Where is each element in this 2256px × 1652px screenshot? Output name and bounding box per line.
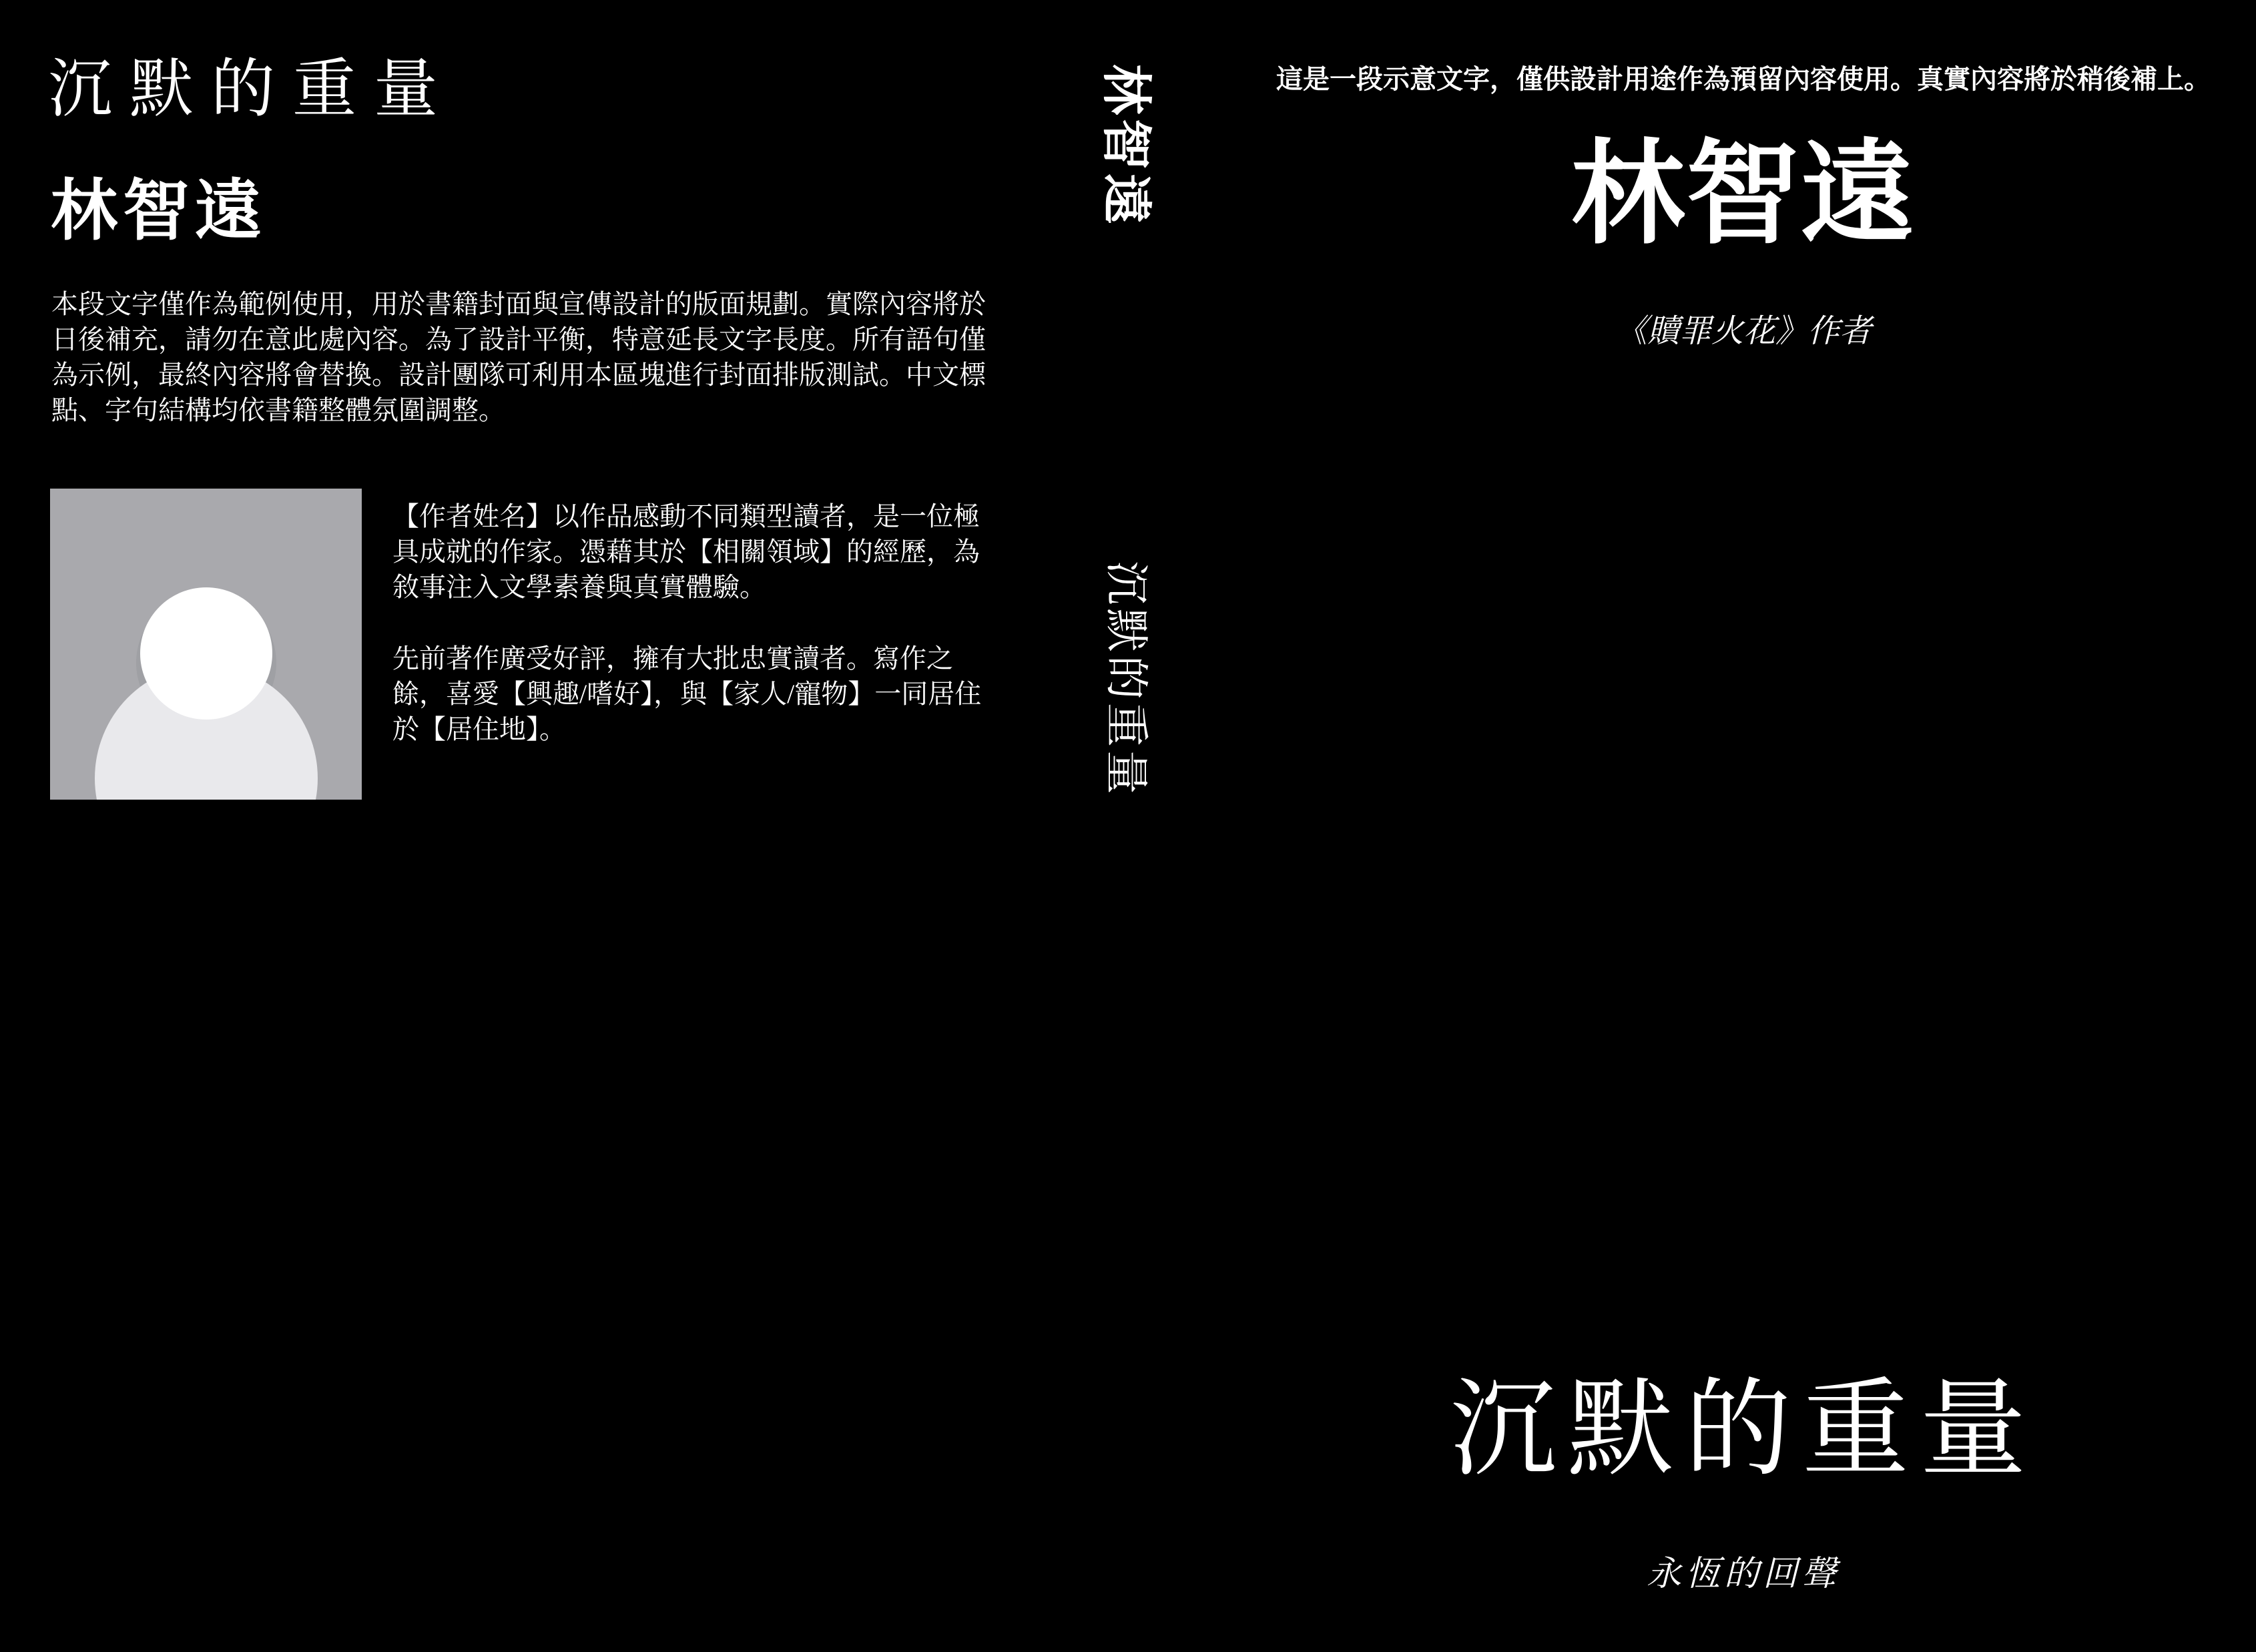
front-cover-author-credit: 《贖罪火花》作者 [1615,314,1872,349]
front-cover-subtitle: 永恆的回聲 [1646,1555,1840,1593]
spine-author-name: 林智遠 [1097,64,1154,228]
front-cover-tagline: 這是一段示意文字，僅供設計用途作為預留內容使用。真實內容將於稍後補上。 [1276,64,2211,94]
back-cover-blurb: 本段文字僅作為範例使用，用於書籍封面與宣傳設計的版面規劃。實際內容將於日後補充，請勿在意此處內容。為了設計平衡，特意延長文字長度。所有語句僅為示例，最終內容將會替換。設計團隊可利用本區塊進行封面排版測試。中文標點、字句結構均依書籍整體氛圍調整。 [51,289,986,425]
author-bio [392,499,1000,747]
back-cover-author-name: 林智遠 [51,174,267,248]
author-bio-paragraph-1: 【作者姓名】以作品感動不同類型讀者，是一位極具成就的作家。憑藉其於【相關領域】的經歷，為敘事注入文學素養與真實體驗。 [392,501,980,602]
front-cover-title: 沉默的重量 [1449,1370,2037,1489]
author-photo-placeholder [50,489,362,800]
silhouette-head [140,587,272,720]
author-bio-paragraph-2: 先前著作廣受好評，擁有大批忠實讀者。寫作之餘，喜愛【興趣/嗜好】，與【家人/寵物】一同居住於【居住地】。 [392,643,982,744]
back-cover-title: 沉默的重量 [48,53,455,125]
spine-title: 沉默的重量 [1101,561,1150,798]
front-cover [1231,0,2256,1652]
front-cover-author-name: 林智遠 [1571,131,1916,258]
